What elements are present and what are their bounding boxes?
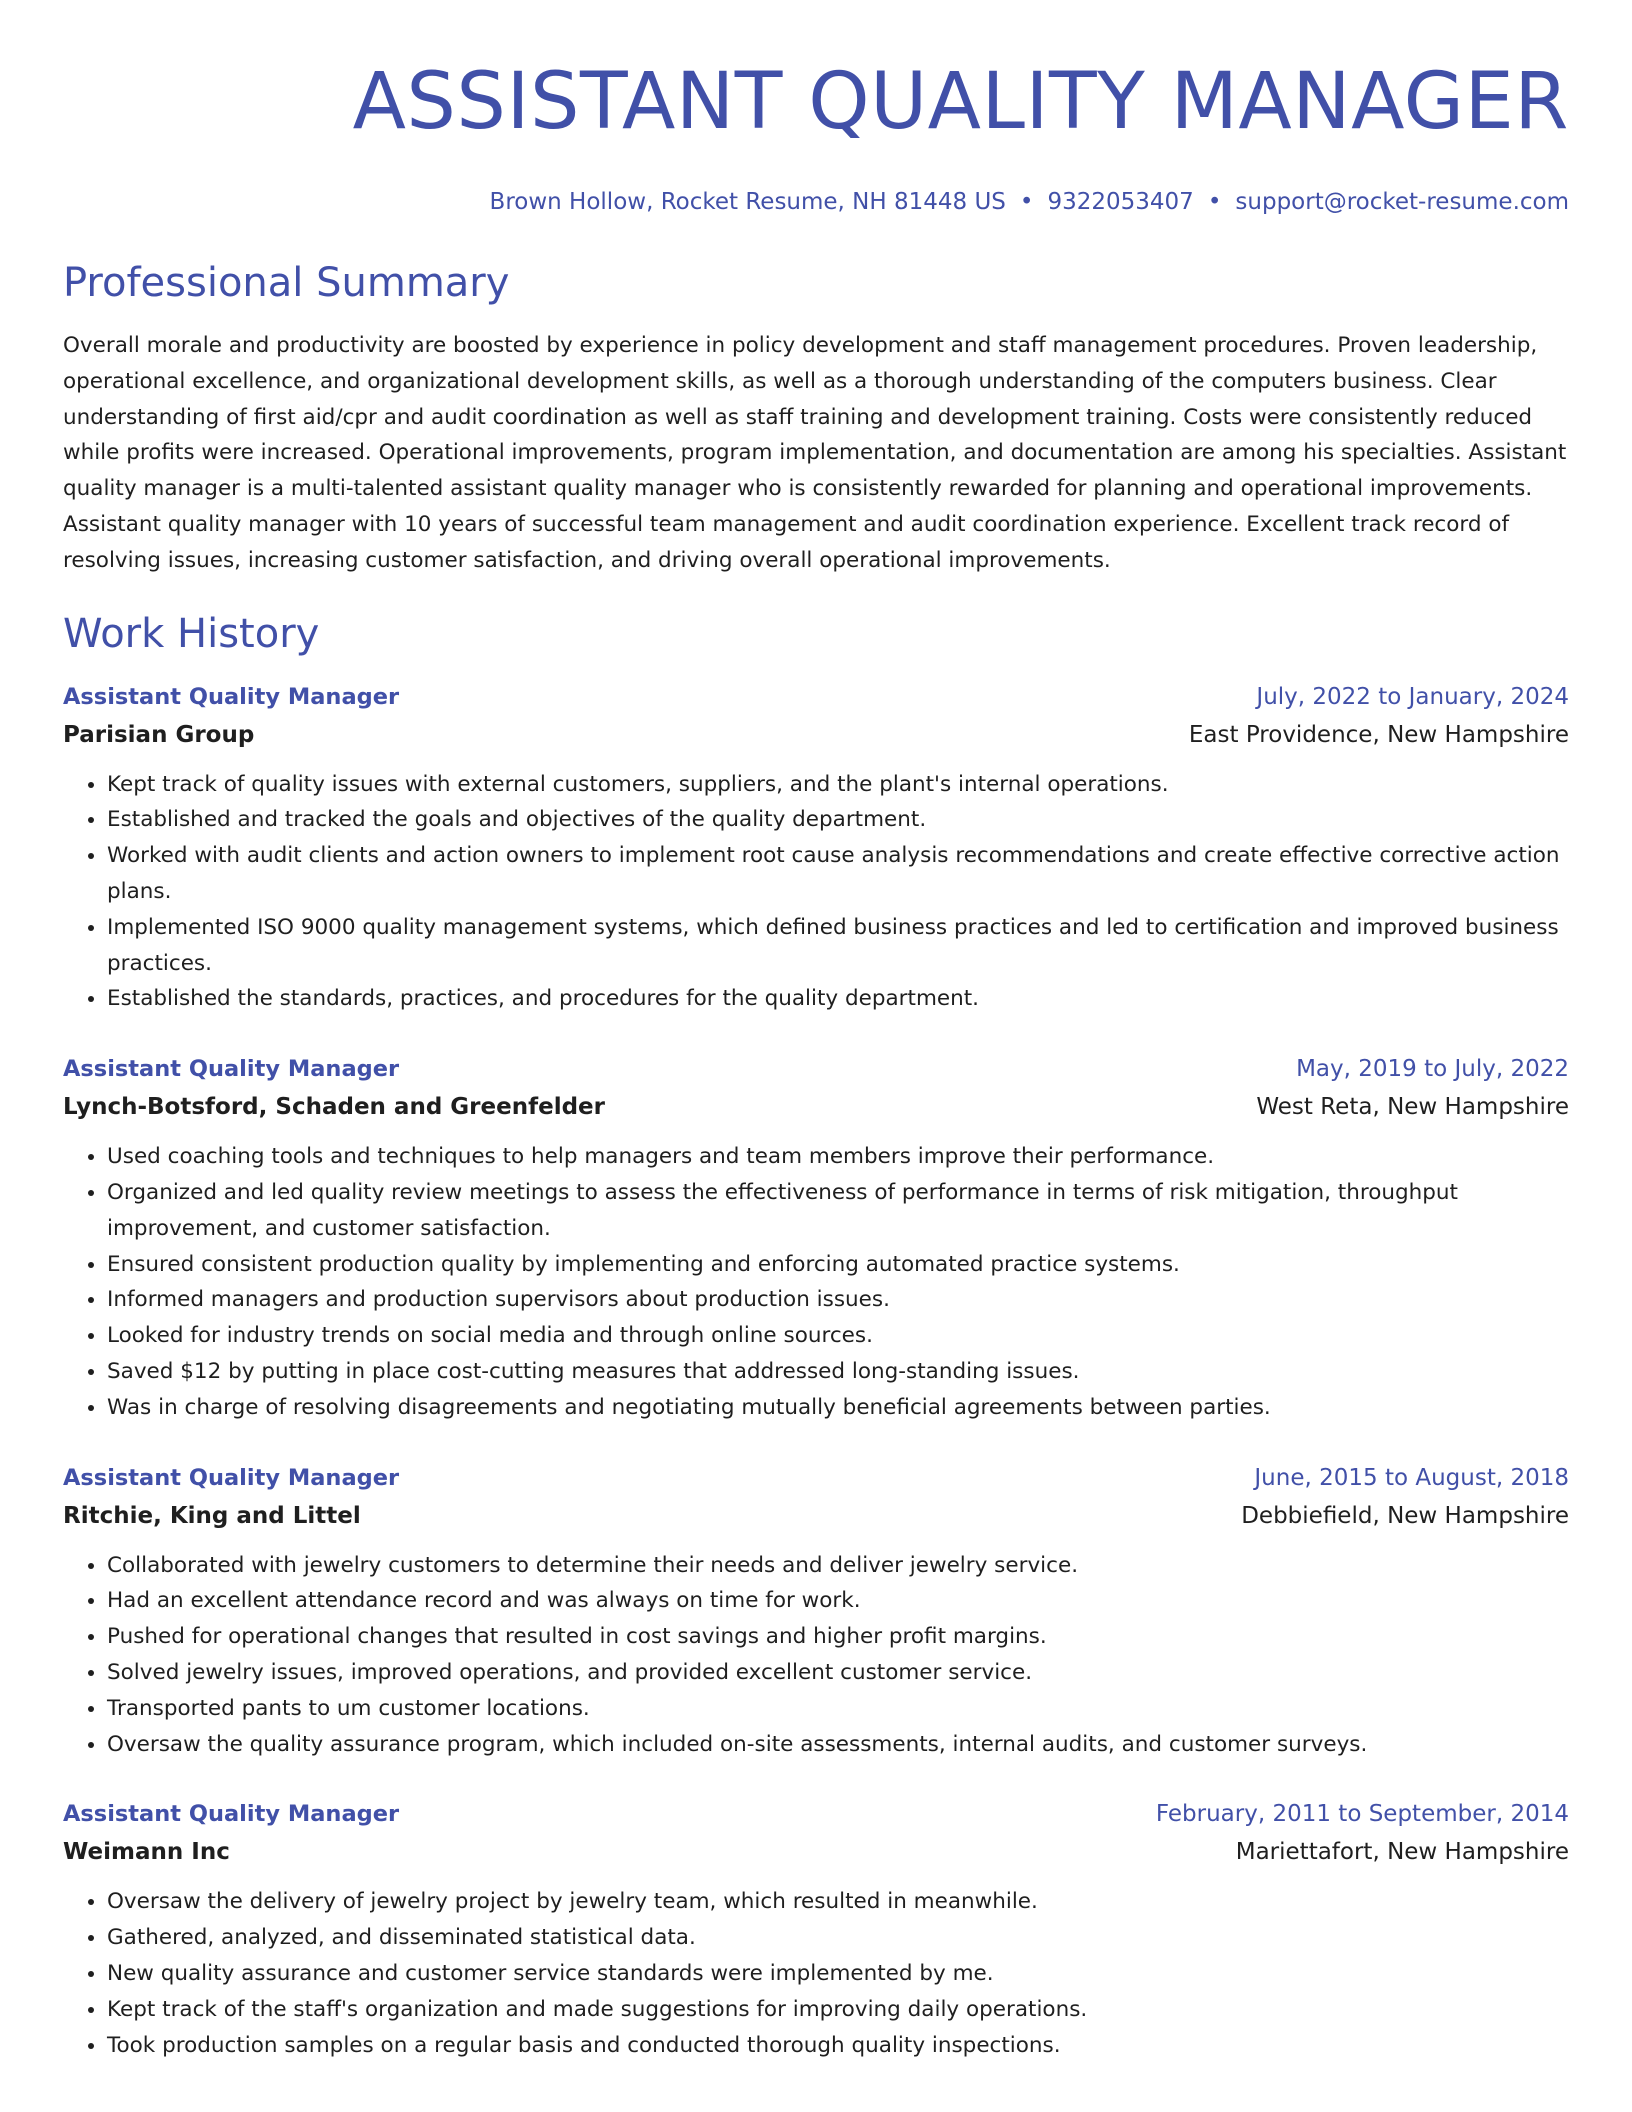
job-bullet: • New quality assurance and customer service standards were implemented by me. [107,1956,1569,1992]
job-header-row [63,681,1569,713]
job-dates: May, 2019 to July, 2022 [1296,1056,1569,1083]
job-bullet: • Saved $12 by putting in place cost-cutting measures that addressed long-standing issues. [107,1354,1569,1390]
job-bullet: • Was in charge of resolving disagreements and negotiating mutually beneficial agreements between parties. [107,1390,1569,1426]
job-bullet: • Established the standards, practices, and procedures for the quality department. [107,981,1569,1017]
contact-separator: • [1207,189,1222,215]
summary-heading: Professional Summary [63,260,510,306]
job-bullet: • Collaborated with jewelry customers to determine their needs and deliver jewelry service. [107,1548,1569,1584]
job-bullet: • Gathered, analyzed, and disseminated statistical data. [107,1920,1569,1956]
job-bullet: • Pushed for operational changes that resulted in cost savings and higher profit margins. [107,1619,1569,1655]
job-bullet: • Worked with audit clients and action owners to implement root cause analysis recommendations and create effective corrective action plans. [107,838,1569,910]
job-header-row [63,1798,1569,1830]
job-title: Assistant Quality Manager [63,1056,400,1083]
job-company: Ritchie, King and Littel [63,1502,361,1529]
job-bullet: • Took production samples on a regular basis and conducted thorough quality inspections. [107,2028,1569,2064]
job-company-row [63,1500,1569,1532]
job-bullet-list [63,1139,1569,1425]
contact-address: Brown Hollow, Rocket Resume, NH 81448 US [489,189,1006,215]
job-entry [63,681,1569,1018]
contact-line [63,186,1569,218]
job-bullet: • Ensured consistent production quality by implementing and enforcing automated practice systems. [107,1247,1569,1283]
job-entry [63,1462,1569,1763]
contact-separator: • [1019,189,1034,215]
job-company-row [63,1091,1569,1123]
summary-text: Overall morale and productivity are boosted by experience in policy development and staff management procedures. Proven leadership, operational excellence, and organizational development skills, as well as a thorough understanding of the computers business. Clear understanding of first aid/cpr and audit coordination as well as staff training and development training. Costs were consistently reduced while profits were increased. Operational improvements, program implementation, and documentation are among his specialties. Assistant quality manager is a multi-talented assistant quality manager who is consistently rewarded for planning and operational improvements. Assistant quality manager with 10 years of successful team management and audit coordination experience. Excellent track record of resolving issues, increasing customer satisfaction, and driving overall operational improvements. [63,333,1567,573]
work-history-list [63,681,1569,2064]
job-title: Assistant Quality Manager [63,1801,400,1828]
job-bullet: • Transported pants to um customer locations. [107,1691,1569,1727]
job-bullet: • Oversaw the delivery of jewelry project by jewelry team, which resulted in meanwhile. [107,1884,1569,1920]
contact-phone: 9322053407 [1047,189,1194,215]
job-location: East Providence, New Hampshire [1188,721,1569,748]
job-header-row [63,1053,1569,1085]
job-bullet-list [63,1548,1569,1763]
job-bullet: • Informed managers and production supervisors about production issues. [107,1282,1569,1318]
job-entry [63,1053,1569,1425]
job-location: West Reta, New Hampshire [1256,1094,1569,1121]
job-bullet: • Looked for industry trends on social media and through online sources. [107,1318,1569,1354]
job-bullet-list [63,1884,1569,2063]
job-entry [63,1798,1569,2063]
job-location: Debbiefield, New Hampshire [1241,1502,1569,1529]
job-title: Assistant Quality Manager [63,1464,400,1491]
job-bullet: • Implemented ISO 9000 quality management systems, which defined business practices and led to certification and improved business practices. [107,910,1569,982]
job-dates: February, 2011 to September, 2014 [1155,1801,1569,1828]
job-bullet: • Organized and led quality review meetings to assess the effectiveness of performance in terms of risk mitigation, throughput improvement, and customer satisfaction. [107,1175,1569,1247]
job-bullet: • Had an excellent attendance record and was always on time for work. [107,1583,1569,1619]
job-bullet: • Oversaw the quality assurance program, which included on-site assessments, internal audits, and customer surveys. [107,1727,1569,1763]
job-company-row [63,1836,1569,1868]
contact-email: support@rocket-resume.com [1235,189,1569,215]
job-company-row [63,719,1569,751]
job-bullet: • Established and tracked the goals and objectives of the quality department. [107,802,1569,838]
job-bullet: • Kept track of the staff's organization and made suggestions for improving daily operations. [107,1992,1569,2028]
job-bullet: • Solved jewelry issues, improved operations, and provided excellent customer service. [107,1655,1569,1691]
job-company: Lynch-Botsford, Schaden and Greenfelder [63,1094,605,1121]
job-bullet: • Used coaching tools and techniques to help managers and team members improve their performance. [107,1139,1569,1175]
candidate-name: ASSISTANT QUALITY MANAGER [352,57,1569,147]
job-company: Parisian Group [63,721,255,748]
work-history-heading: Work History [63,610,320,657]
job-dates: June, 2015 to August, 2018 [1254,1464,1569,1491]
job-bullet: • Kept track of quality issues with external customers, suppliers, and the plant's internal operations. [107,767,1569,803]
job-company: Weimann Inc [63,1839,230,1866]
job-title: Assistant Quality Manager [63,683,400,710]
job-location: Mariettafort, New Hampshire [1235,1839,1569,1866]
job-dates: July, 2022 to January, 2024 [1256,683,1569,710]
job-header-row [63,1462,1569,1494]
job-bullet-list [63,767,1569,1018]
